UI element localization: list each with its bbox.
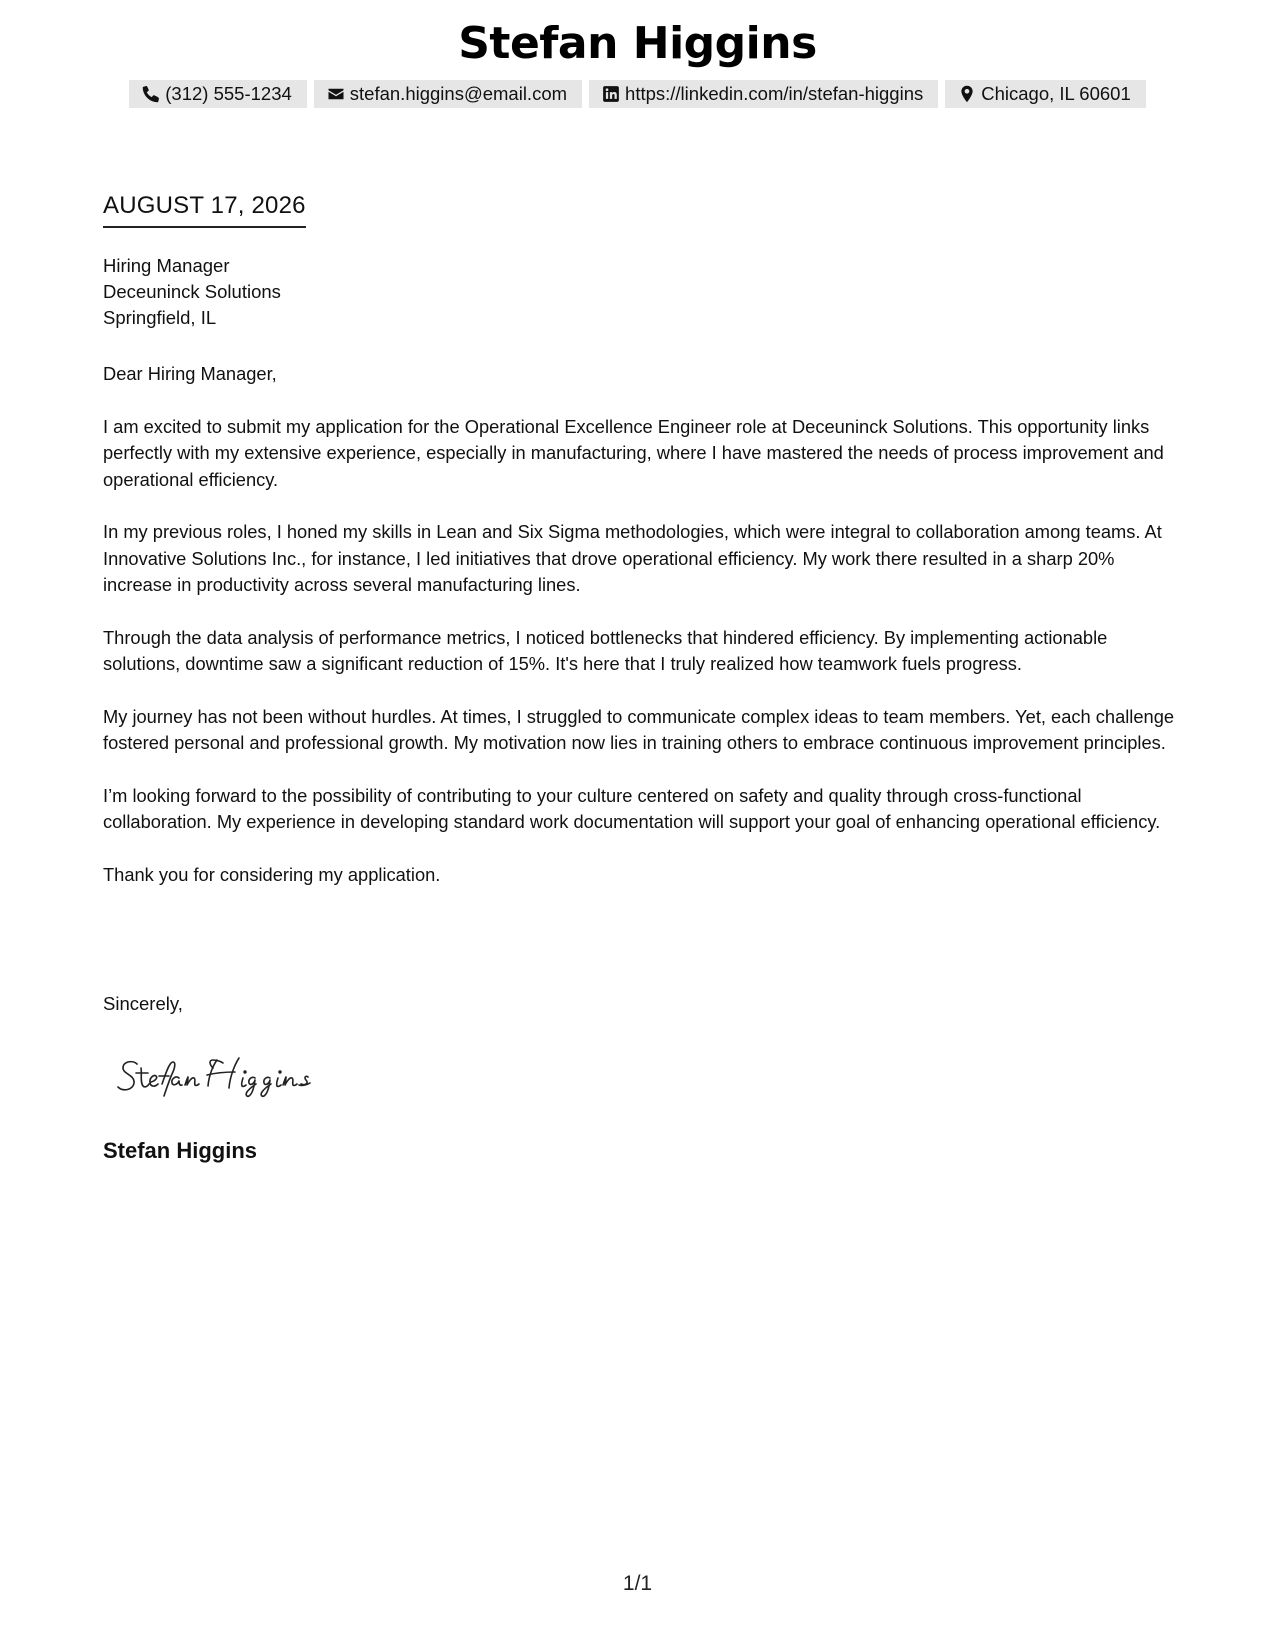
phone-icon [142,85,160,103]
handwritten-signature [115,1048,355,1102]
linkedin-icon [602,85,620,103]
contact-location [945,80,1145,108]
recipient-block [103,253,281,331]
location-text: Chicago, IL 60601 [981,83,1131,104]
contact-email [314,80,582,108]
linkedin-text: https://linkedin.com/in/stefan-higgins [625,83,924,104]
letter-paragraph: In my previous roles, I honed my skills in Lean and Six Sigma methodologies, which were integral to collaboration among teams. At Innovative Solutions Inc., for instance, I led initiatives that drove operational efficiency. My work there resulted in a sharp 20% increase in productivity across several manufacturing lines. [103,521,1162,595]
letter-paragraph: My journey has not been without hurdles. At times, I struggled to communicate complex ideas to team members. Yet, each challenge fostered personal and professional growth. My motivation now lies in training others to embrace continuous improvement principles. [103,705,1175,753]
recipient-title: Hiring Manager [103,255,230,276]
applicant-name-heading: Stefan Higgins [458,18,817,69]
email-text: stefan.higgins@email.com [349,83,568,104]
recipient-location: Springfield, IL [103,307,217,328]
letter-paragraph: I’m looking forward to the possibility of contributing to your culture centered on safety and quality through cross-functional collaboration. My experience in developing standard work documentation will support your goal of enhancing operational efficiency. [103,784,1161,832]
closing: Sincerely, [103,993,183,1014]
letter-paragraph: I am excited to submit my application for the Operational Excellence Engineer role at Deceuninck Solutions. This opportunity links perfectly with my extensive experience, especially in manufacturing, where I have mastered the needs of process improvement and operational efficiency. [103,415,1164,490]
salutation: Dear Hiring Manager, [103,363,277,384]
map-pin-icon [958,85,976,103]
envelope-icon [327,85,345,103]
letter-body [103,361,1183,914]
phone-text: (312) 555-1234 [165,83,292,104]
letter-date: AUGUST 17, 2026 [103,192,306,228]
letter-paragraph: Thank you for considering my application. [103,863,441,885]
signer-name: Stefan Higgins [103,1138,258,1163]
page-number: 1/1 [622,1572,653,1595]
contact-linkedin [589,80,938,108]
letter-paragraph: Through the data analysis of performance metrics, I noticed bottlenecks that hindered efficiency. By implementing actionable solutions, downtime saw a significant reduction of 15%. It's here that I truly realized how teamwork fuels progress. [103,626,1108,674]
recipient-company: Deceuninck Solutions [103,281,281,302]
contact-bar [0,80,1275,108]
contact-phone [129,80,307,108]
